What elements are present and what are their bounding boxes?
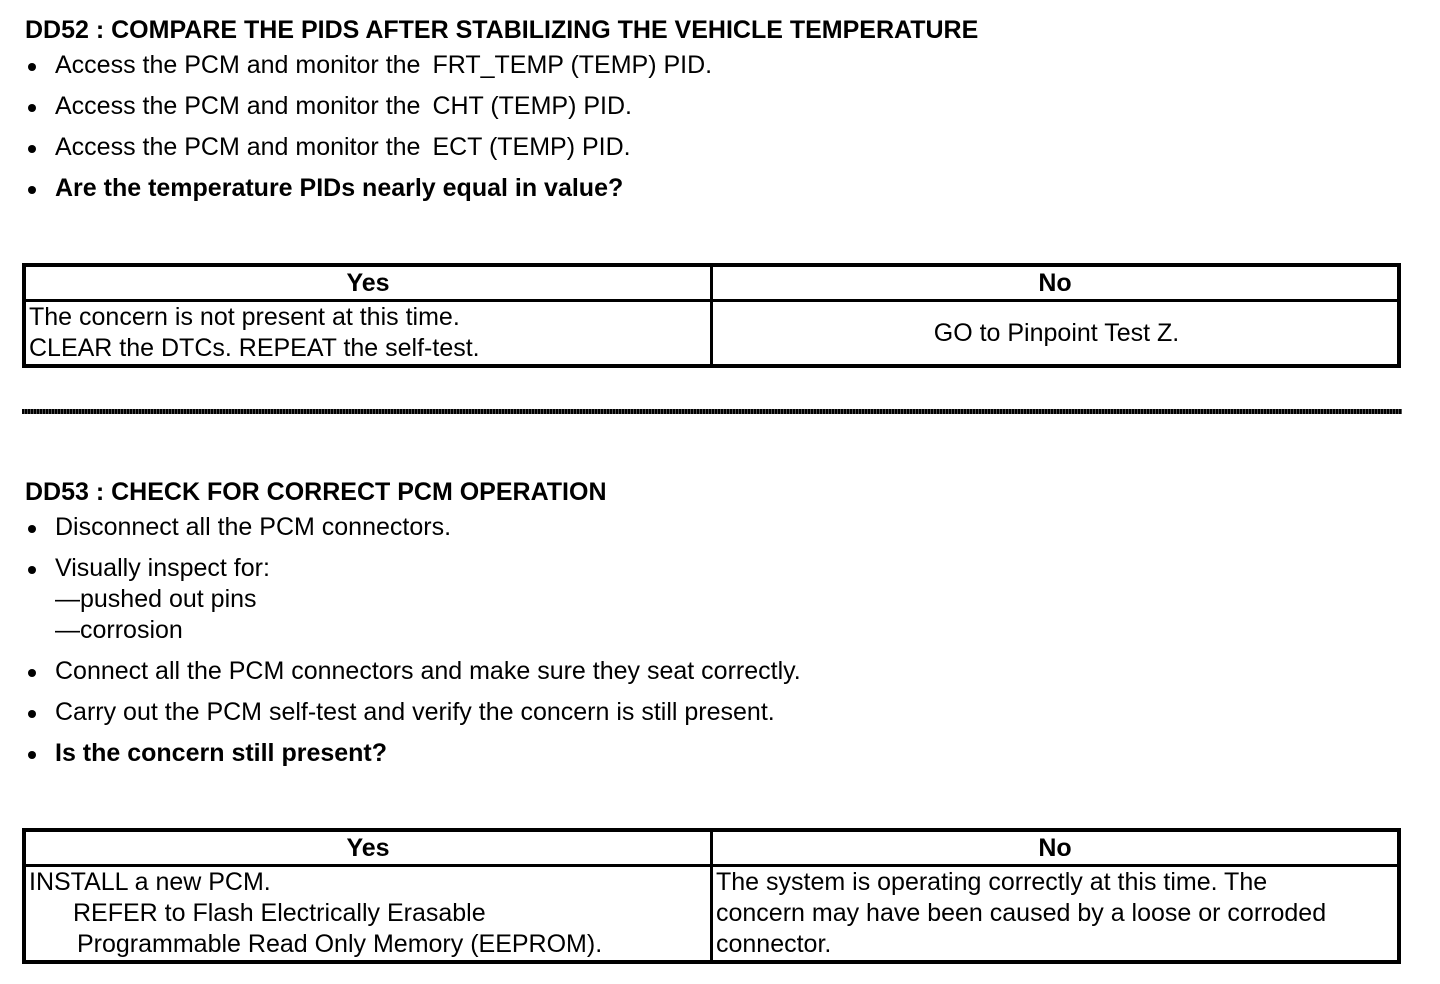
inspect-item: —corrosion [55,616,183,644]
step-item [24,50,1402,81]
step-item [24,91,1402,122]
yes-cell [24,866,712,963]
yes-cell [24,301,712,367]
section-divider [22,409,1402,414]
step-item [24,697,1402,728]
step-text: Connect all the PCM connectors and make sure they seat correctly. [55,657,801,685]
bullet-icon [28,145,36,153]
bullet-icon [28,566,36,574]
bullet-icon [28,669,36,677]
step-question [24,738,1402,769]
pid-name: CHT (TEMP) PID. [432,92,632,120]
yes-header: Yes [24,265,712,301]
section-heading: DD53 : CHECK FOR CORRECT PCM OPERATION [25,478,607,506]
question-text: Are the temperature PIDs nearly equal in value? [55,174,624,202]
no-line: The system is operating correctly at this time. The [716,868,1268,896]
step-item [24,132,1402,163]
bullet-icon [28,186,36,194]
bullet-icon [28,710,36,718]
step-item [24,553,1402,646]
pid-name: ECT (TEMP) PID. [432,133,631,161]
yes-line: Programmable Read Only Memory (EEPROM). [77,930,603,958]
no-line: concern may have been caused by a loose or corroded [716,899,1327,927]
inspect-item: —pushed out pins [55,585,257,613]
step-list [24,50,1402,204]
yes-line: CLEAR the DTCs. REPEAT the self-test. [29,334,480,362]
step-text: Access the PCM and monitor the [55,133,421,161]
table-row [24,866,1399,963]
yes-line: The concern is not present at this time. [29,303,460,331]
step-text: Visually inspect for: [55,554,270,582]
question-text: Is the concern still present? [55,739,388,767]
section-dd53 [24,476,1402,779]
step-item [24,512,1402,543]
bullet-icon [28,525,36,533]
step-question [24,173,1402,204]
table-header-row [24,265,1399,301]
step-text: Carry out the PCM self-test and verify the concern is still present. [55,698,775,726]
pid-name: FRT_TEMP (TEMP) PID. [432,51,713,79]
table-header-row [24,830,1399,866]
yes-header: Yes [24,830,712,866]
table-row [24,301,1399,367]
no-cell [712,866,1400,963]
yes-line: REFER to Flash Electrically Erasable [73,899,486,927]
section-dd52 [24,14,1402,214]
step-item [24,656,1402,687]
no-header: No [712,830,1400,866]
bullet-icon [28,751,36,759]
yes-line: INSTALL a new PCM. [29,868,271,896]
result-table-dd53 [22,828,1401,964]
result-table-dd52 [22,263,1401,368]
step-text: Disconnect all the PCM connectors. [55,513,452,541]
step-list [24,512,1402,769]
no-header: No [712,265,1400,301]
step-text: Access the PCM and monitor the [55,92,421,120]
bullet-icon [28,104,36,112]
step-text: Access the PCM and monitor the [55,51,421,79]
bullet-icon [28,63,36,71]
no-cell [712,301,1400,367]
pinpoint-test-link[interactable]: GO to Pinpoint Test Z. [933,318,1180,347]
section-heading: DD52 : COMPARE THE PIDS AFTER STABILIZING THE VEHICLE TEMPERATURE [25,16,979,44]
no-line: connector. [716,930,832,958]
